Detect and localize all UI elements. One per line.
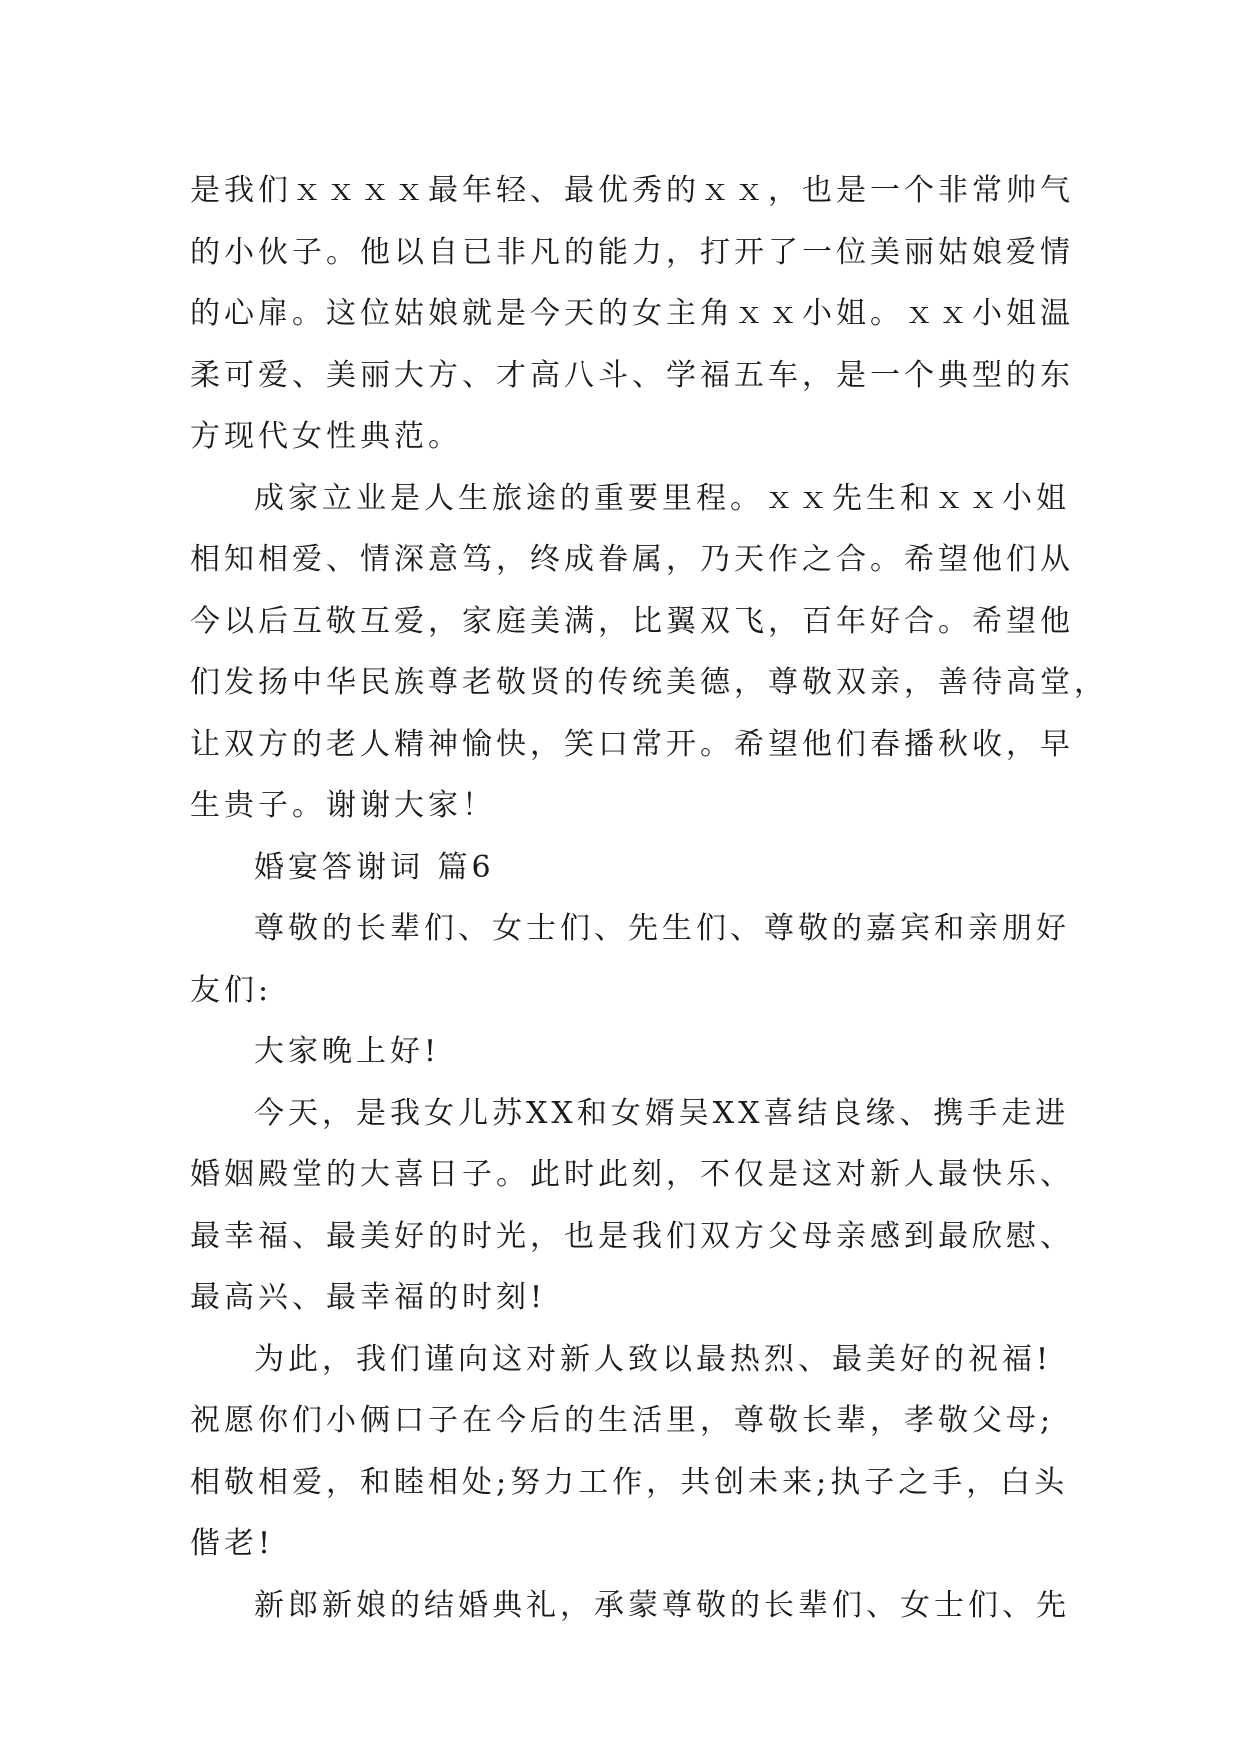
text-line: 新郎新娘的结婚典礼，承蒙尊敬的长辈们、女士们、先 [254, 1587, 1070, 1623]
text-line: 的小伙子。他以自已非凡的能力，打开了一位美丽姑娘爱情 [190, 234, 1074, 270]
document-body [190, 160, 1108, 1636]
text-line: 祝愿你们小俩口子在今后的生活里，尊敬长辈，孝敬父母; [190, 1403, 1055, 1438]
text-line: 是我们ｘｘｘｘ最年轻、最优秀的ｘｘ，也是一个非常帅气 [190, 173, 1074, 208]
text-line: 最高兴、最幸福的时刻! [190, 1280, 547, 1315]
section-heading: 婚宴答谢词 篇6 [254, 849, 495, 885]
text-line: 婚姻殿堂的大喜日子。此时此刻，不仅是这对新人最快乐、 [190, 1157, 1074, 1192]
text-line: 相敬相爱，和睦相处;努力工作，共创未来;执子之手，白头 [190, 1464, 1069, 1500]
text-line: 大家晚上好! [254, 1034, 441, 1069]
text-line: 今以后互敬互爱，家庭美满，比翼双飞，百年好合。希望他 [190, 603, 1074, 639]
text-line: 偕老! [190, 1526, 275, 1561]
text-line: 让双方的老人精神愉快，笑口常开。希望他们春播秋收，早 [190, 726, 1074, 762]
text-line: 柔可爱、美丽大方、才高八斗、学福五车，是一个典型的东 [190, 357, 1074, 393]
text-line: 成家立业是人生旅途的重要里程。ｘｘ先生和ｘｘ小姐 [254, 480, 1070, 516]
text-line: 们发扬中华民族尊老敬贤的传统美德，尊敬双亲，善待高堂， [190, 665, 1108, 700]
text-line: 最幸福、最美好的时光，也是我们双方父母亲感到最欣慰、 [190, 1218, 1074, 1254]
text-line: 相知相爱、情深意笃，终成眷属，乃天作之合。希望他们从 [190, 542, 1074, 577]
text-line: 友们: [190, 972, 273, 1008]
text-line: 今天，是我女儿苏XX和女婿吴XX喜结良缘、携手走进 [254, 1095, 1070, 1131]
text-line: 生贵子。谢谢大家！ [190, 788, 496, 823]
text-line: 为此，我们谨向这对新人致以最热烈、最美好的祝福! [254, 1341, 1053, 1377]
text-line: 的心扉。这位姑娘就是今天的女主角ｘｘ小姐。ｘｘ小姐温 [190, 296, 1074, 331]
text-line: 尊敬的长辈们、女士们、先生们、尊敬的嘉宾和亲朋好 [254, 911, 1070, 946]
text-line: 方现代女性典范。 [190, 419, 462, 454]
